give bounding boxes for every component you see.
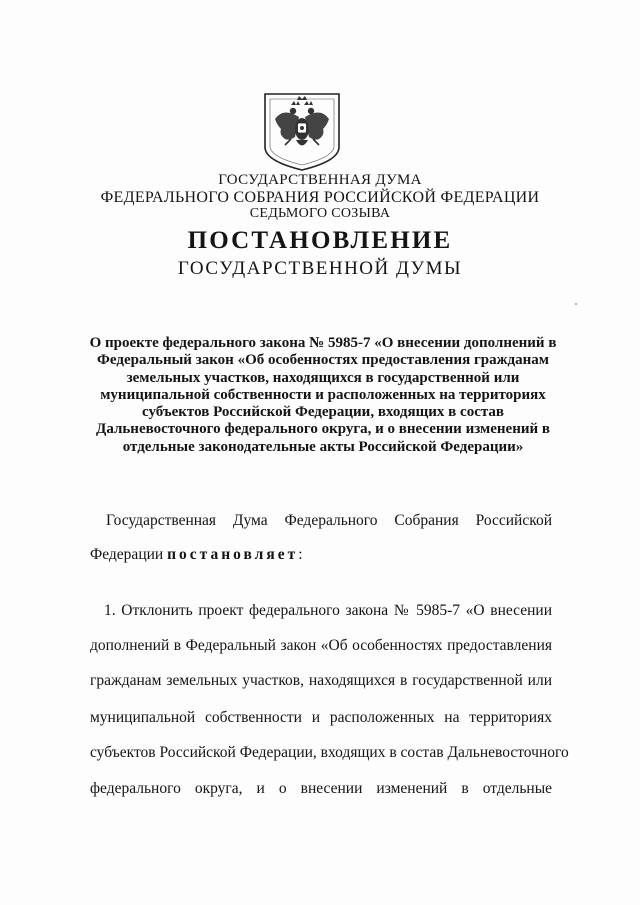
intro-line-resolves — [90, 546, 552, 564]
coat-of-arms-emblem — [261, 91, 343, 173]
header-duma: ГОСУДАРСТВЕННАЯ ДУМА — [218, 172, 422, 188]
header-federal-assembly: ФЕДЕРАЛЬНОГО СОБРАНИЯ РОССИЙСКОЙ ФЕДЕРАЦИИ — [100, 189, 540, 206]
header-convocation: СЕДЬМОГО СОЗЫВА — [249, 206, 391, 221]
document-title: ПОСТАНОВЛЕНИЕ — [187, 227, 453, 254]
subject-line: Дальневосточного федерального округа, и о внесении изменений в — [96, 421, 550, 438]
intro-line: Государственная Дума Федерального Собрания Российской — [106, 512, 552, 529]
subject-line: субъектов Российской Федерации, входящих в состав — [142, 404, 504, 421]
body-line: дополнений в Федеральный закон «Об особенностях предоставления — [90, 637, 552, 654]
document-subtitle: ГОСУДАРСТВЕННОЙ ДУМЫ — [177, 258, 463, 279]
intro-prefix: Федерации — [90, 546, 168, 563]
scan-speck — [575, 303, 577, 305]
subject-line: отдельные законодательные акты Российской Федерации» — [122, 438, 524, 455]
subject-line: Федеральный закон «Об особенностях предоставления гражданам — [97, 352, 549, 369]
resolves-word: постановляет — [167, 546, 299, 563]
body-line: гражданам земельных участков, находящихся в государственной или — [90, 672, 552, 689]
subject-line: О проекте федерального закона № 5985-7 «О внесении дополнений в — [89, 335, 557, 351]
subject-line: муниципальной собственности и расположенных на территориях — [100, 386, 546, 403]
body-line: муниципальной собственности и расположенных на территориях — [90, 709, 552, 726]
intro-suffix: : — [298, 546, 303, 563]
subject-line: земельных участков, находящихся в государственной или — [126, 369, 520, 386]
subject-heading — [76, 335, 570, 456]
body-line: субъектов Российской Федерации, входящих в состав Дальневосточного — [90, 744, 569, 761]
body-line: федерального округа, и о внесении изменений в отдельные — [90, 780, 552, 797]
body-line: 1. Отклонить проект федерального закона № 5985-7 «О внесении — [104, 602, 552, 619]
